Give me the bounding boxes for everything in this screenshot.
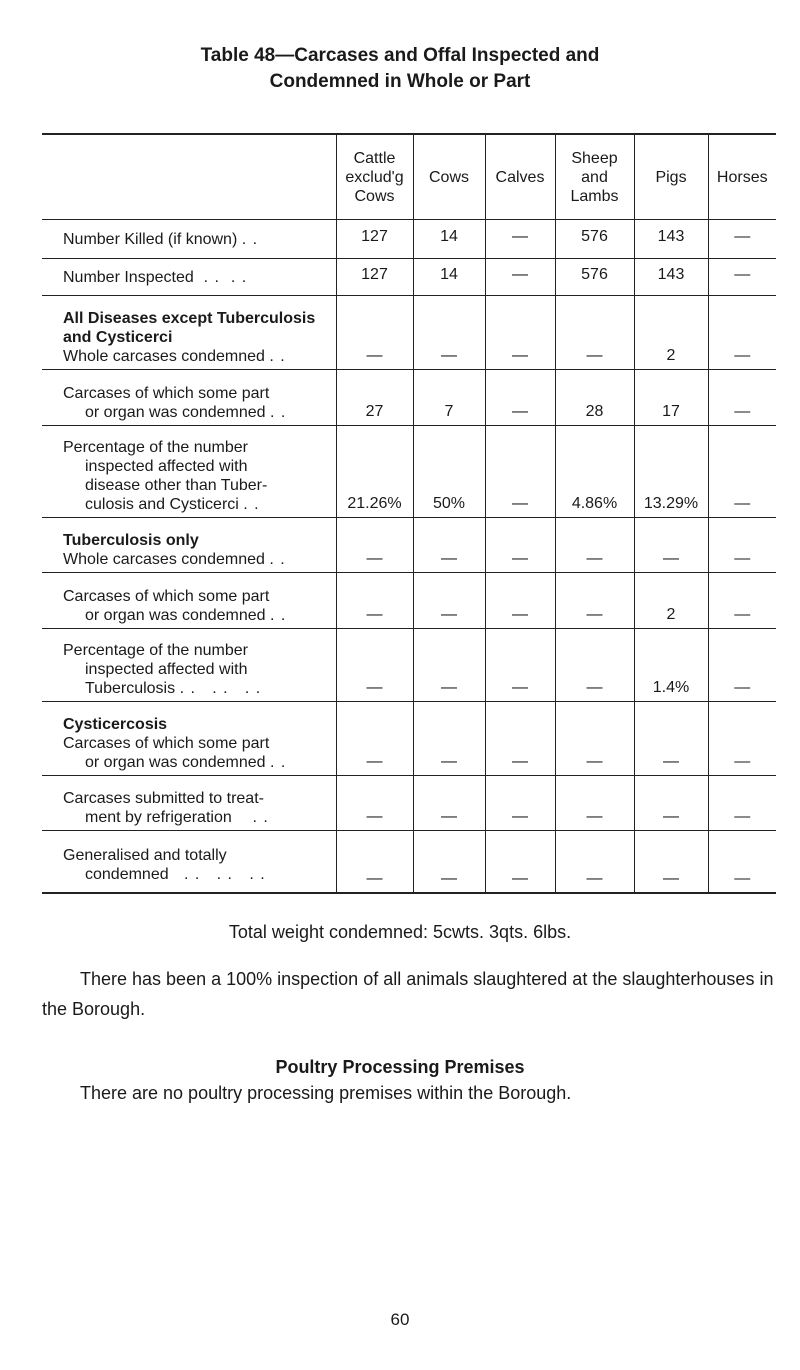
- cell: 576: [555, 220, 634, 259]
- cell: —: [555, 518, 634, 573]
- cell: —: [634, 831, 708, 893]
- cell: 143: [634, 220, 708, 259]
- cell: —: [336, 702, 413, 776]
- cell: —: [708, 426, 776, 518]
- cell: —: [336, 776, 413, 831]
- cell: —: [336, 296, 413, 370]
- header-cows: Cows: [413, 134, 485, 220]
- cell: 2: [634, 573, 708, 629]
- cell: —: [485, 776, 555, 831]
- cell: —: [413, 702, 485, 776]
- header-horses: Horses: [708, 134, 776, 220]
- cell: —: [634, 702, 708, 776]
- cell: —: [485, 220, 555, 259]
- table-row: [42, 702, 776, 776]
- cell: 14: [413, 220, 485, 259]
- table-row: [42, 370, 776, 426]
- cell: —: [708, 629, 776, 702]
- table-row: [42, 426, 776, 518]
- cell: —: [485, 573, 555, 629]
- row-label-ad-whole: All Diseases except Tuberculosis and Cysticerci Whole carcases condemned . .: [42, 296, 336, 370]
- cell: —: [708, 518, 776, 573]
- cell: —: [634, 518, 708, 573]
- table-row: [42, 776, 776, 831]
- cell: —: [708, 370, 776, 426]
- cell: —: [336, 573, 413, 629]
- cell: —: [708, 702, 776, 776]
- header-calves: Calves: [485, 134, 555, 220]
- cell: —: [485, 702, 555, 776]
- table-row: [42, 831, 776, 893]
- carcases-table: [42, 133, 776, 894]
- cell: —: [708, 831, 776, 893]
- cell: —: [555, 573, 634, 629]
- cell: —: [336, 629, 413, 702]
- cell: 21.26%: [336, 426, 413, 518]
- cell: —: [555, 702, 634, 776]
- cell: 27: [336, 370, 413, 426]
- table-row: [42, 220, 776, 259]
- cell: —: [555, 776, 634, 831]
- cell: 50%: [413, 426, 485, 518]
- cell: 143: [634, 259, 708, 296]
- row-label-tb-part: Carcases of which some part or organ was condemned . .: [42, 573, 336, 629]
- cell: —: [485, 296, 555, 370]
- row-label-ad-part: Carcases of which some part or organ was condemned . .: [42, 370, 336, 426]
- cell: —: [485, 426, 555, 518]
- cell: —: [413, 573, 485, 629]
- table-title-line-2: Condemned in Whole or Part: [269, 71, 531, 92]
- table-row: [42, 259, 776, 296]
- cell: 2: [634, 296, 708, 370]
- table-row: [42, 296, 776, 370]
- table-row: [42, 518, 776, 573]
- total-weight-text: Total weight condemned: 5cwts. 3qts. 6lbs.: [228, 922, 572, 942]
- cell: 14: [413, 259, 485, 296]
- cell: 17: [634, 370, 708, 426]
- cell: —: [485, 518, 555, 573]
- cell: —: [485, 259, 555, 296]
- cell: —: [708, 296, 776, 370]
- cell: —: [485, 831, 555, 893]
- table-row: [42, 629, 776, 702]
- cell: 576: [555, 259, 634, 296]
- row-label-cy-general: Generalised and totally condemned . . . . . .: [42, 831, 336, 893]
- cell: —: [413, 518, 485, 573]
- cell: —: [555, 629, 634, 702]
- header-sheep: Sheep and Lambs: [555, 134, 634, 220]
- header-row: [42, 134, 776, 220]
- row-label-killed: Number Killed (if known) . .: [63, 230, 259, 248]
- cell: —: [336, 831, 413, 893]
- header-pigs: Pigs: [634, 134, 708, 220]
- poultry-body: There are no poultry processing premises within the Borough.: [80, 1083, 572, 1103]
- page-number: 60: [390, 1310, 410, 1329]
- row-label-tb-pct: Percentage of the number inspected affected with Tuberculosis . . . . . .: [42, 629, 336, 702]
- cell: —: [708, 573, 776, 629]
- row-label-inspected: Number Inspected . . . .: [42, 259, 336, 296]
- row-label-cy-refrig: Carcases submitted to treat- ment by refrigeration . .: [42, 776, 336, 831]
- cell: —: [708, 220, 776, 259]
- cell: —: [413, 776, 485, 831]
- row-label-cy-part: Cysticercosis Carcases of which some part or organ was condemned . .: [42, 702, 336, 776]
- cell: —: [708, 259, 776, 296]
- cell: —: [555, 831, 634, 893]
- cell: —: [413, 831, 485, 893]
- cell: 28: [555, 370, 634, 426]
- cell: —: [555, 296, 634, 370]
- table-title-line-1: Table 48—Carcases and Offal Inspected and: [200, 45, 600, 66]
- cell: 4.86%: [555, 426, 634, 518]
- cell: 7: [413, 370, 485, 426]
- cell: 127: [336, 220, 413, 259]
- poultry-heading: Poultry Processing Premises: [275, 1057, 525, 1077]
- cell: —: [485, 629, 555, 702]
- cell: —: [634, 776, 708, 831]
- cell: 13.29%: [634, 426, 708, 518]
- cell: —: [413, 296, 485, 370]
- cell: 127: [336, 259, 413, 296]
- header-blank: [42, 134, 336, 220]
- row-label-ad-pct: Percentage of the number inspected affected with disease other than Tuber- culosis and Cysticerci . .: [42, 426, 336, 518]
- row-label-tb-whole: Tuberculosis only Whole carcases condemned . .: [42, 518, 336, 573]
- cell: 1.4%: [634, 629, 708, 702]
- cell: —: [336, 518, 413, 573]
- header-cattle: Cattle exclud'g Cows: [336, 134, 413, 220]
- cell: —: [413, 629, 485, 702]
- cell: —: [708, 776, 776, 831]
- inspection-note: There has been a 100% inspection of all animals slaughtered at the slaughterhouses in the Borough.: [42, 969, 774, 1019]
- cell: —: [485, 370, 555, 426]
- table-row: [42, 573, 776, 629]
